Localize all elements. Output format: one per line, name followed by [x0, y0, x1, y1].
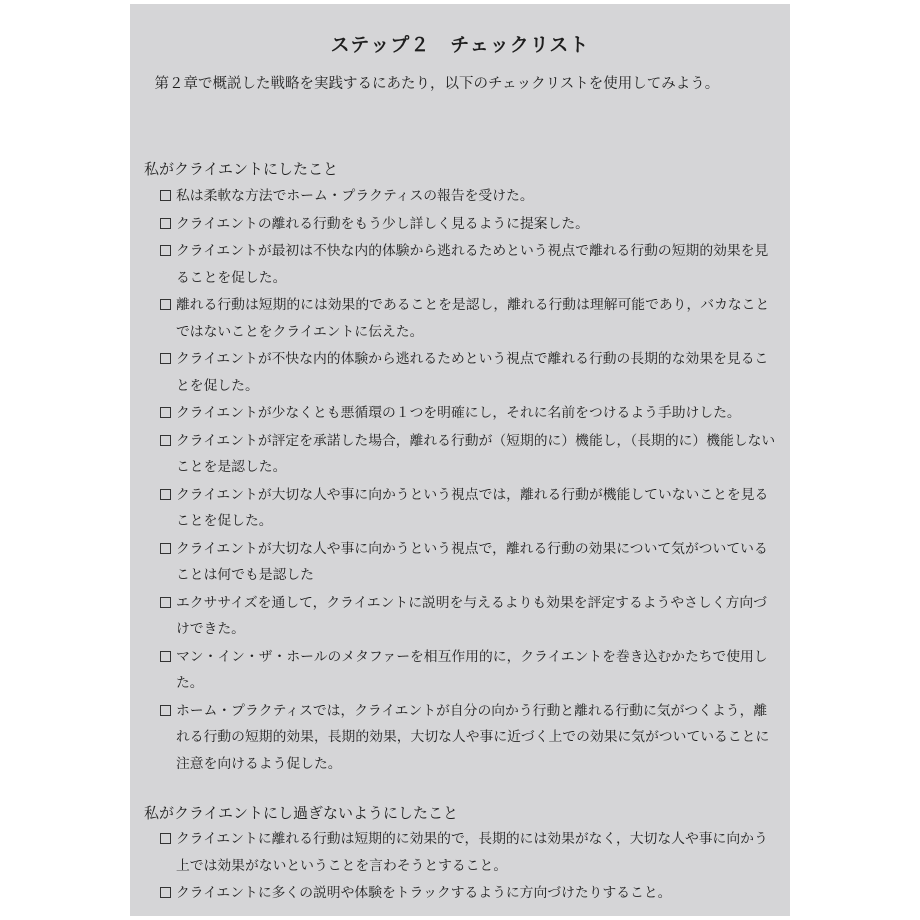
- checkbox-icon[interactable]: [160, 435, 171, 446]
- checklist-item: [160, 698, 780, 778]
- checklist-item: [160, 826, 780, 879]
- checklist-item: [160, 183, 780, 210]
- checkbox-icon[interactable]: [160, 353, 171, 364]
- checklist-did: [160, 183, 780, 778]
- checklist-item: [160, 211, 780, 238]
- checkbox-icon[interactable]: [160, 299, 171, 310]
- checklist-item-text: クライエントが大切な人や事に向かうという視点で，離れる行動の効果について気がついていることは何でも是認した: [176, 540, 768, 583]
- checkbox-icon[interactable]: [160, 887, 171, 898]
- checkbox-icon[interactable]: [160, 651, 171, 662]
- checklist-item: [160, 536, 780, 589]
- checklist-item: [160, 880, 780, 907]
- checklist-item: [160, 428, 780, 481]
- checklist-item: [160, 590, 780, 643]
- checklist-item: [160, 482, 780, 535]
- checklist-item-text: マン・イン・ザ・ホールのメタファーを相互作用的に，クライエントを巻き込むかたちで使用した。: [176, 648, 768, 691]
- checkbox-icon[interactable]: [160, 705, 171, 716]
- section-heading-avoided: 私がクライエントにし過ぎないようにしたこと: [144, 804, 458, 822]
- section-heading-did: 私がクライエントにしたこと: [144, 160, 338, 178]
- checklist-item-text: クライエントに多くの説明や体験をトラックするように方向づけたりすること。: [176, 885, 672, 901]
- checklist-item: [160, 292, 780, 345]
- checklist-item: [160, 400, 780, 427]
- checkbox-icon[interactable]: [160, 833, 171, 844]
- checklist-item: [160, 644, 780, 697]
- checkbox-icon[interactable]: [160, 597, 171, 608]
- checklist-item-text: クライエントが大切な人や事に向かうという視点では，離れる行動が機能していないことを見ることを促した。: [176, 486, 769, 529]
- checkbox-icon[interactable]: [160, 407, 171, 418]
- checklist-item-text: 離れる行動は短期的には効果的であることを是認し，離れる行動は理解可能であり，バカなことではないことをクライエントに伝えた。: [176, 297, 770, 340]
- checklist-item-text: 私は柔軟な方法でホーム・プラクティスの報告を受けた。: [176, 188, 534, 204]
- checkbox-icon[interactable]: [160, 489, 171, 500]
- checklist-item-text: クライエントに離れる行動は短期的に効果的で，長期的には効果がなく，大切な人や事に向かう上では効果がないということを言わそうとすること。: [176, 831, 768, 874]
- checklist-item-text: エクササイズを通して，クライエントに説明を与えるよりも効果を評定するようやさしく方向づけできた。: [176, 594, 767, 637]
- document-page: [130, 4, 790, 916]
- checkbox-icon[interactable]: [160, 218, 171, 229]
- checklist-item-text: クライエントが不快な内的体験から逃れるためという視点で離れる行動の長期的な効果を見ることを促した。: [176, 351, 769, 394]
- page-title: ステップ２ チェックリスト: [330, 34, 590, 56]
- checklist-item-text: クライエントの離れる行動をもう少し詳しく見るように提案した。: [176, 215, 589, 232]
- checkbox-icon[interactable]: [160, 190, 171, 201]
- checklist-item-text: ホーム・プラクティスでは，クライエントが自分の向かう行動と離れる行動に気がつくよう，離れる行動の短期的効果，長期的効果，大切な人や事に近づく上での効果に気がついていることに注意を向けるよう促した。: [176, 702, 770, 772]
- checkbox-icon[interactable]: [160, 245, 171, 256]
- checklist-avoided: [160, 826, 780, 908]
- checklist-item-text: クライエントが少なくとも悪循環の１つを明確にし，それに名前をつけるよう手助けした。: [176, 405, 741, 421]
- checklist-item: [160, 238, 780, 291]
- intro-paragraph: 第２章で概説した戦略を実践するにあたり，以下のチェックリストを使用してみよう。: [154, 76, 720, 92]
- checklist-item-text: クライエントが評定を承諾した場合，離れる行動が（短期的に）機能し，（長期的に）機能しないことを是認した。: [176, 432, 776, 475]
- checklist-item: [160, 346, 780, 399]
- checklist-item-text: クライエントが最初は不快な内的体験から逃れるためという視点で離れる行動の短期的効果を見ることを促した。: [176, 243, 769, 286]
- checkbox-icon[interactable]: [160, 543, 171, 554]
